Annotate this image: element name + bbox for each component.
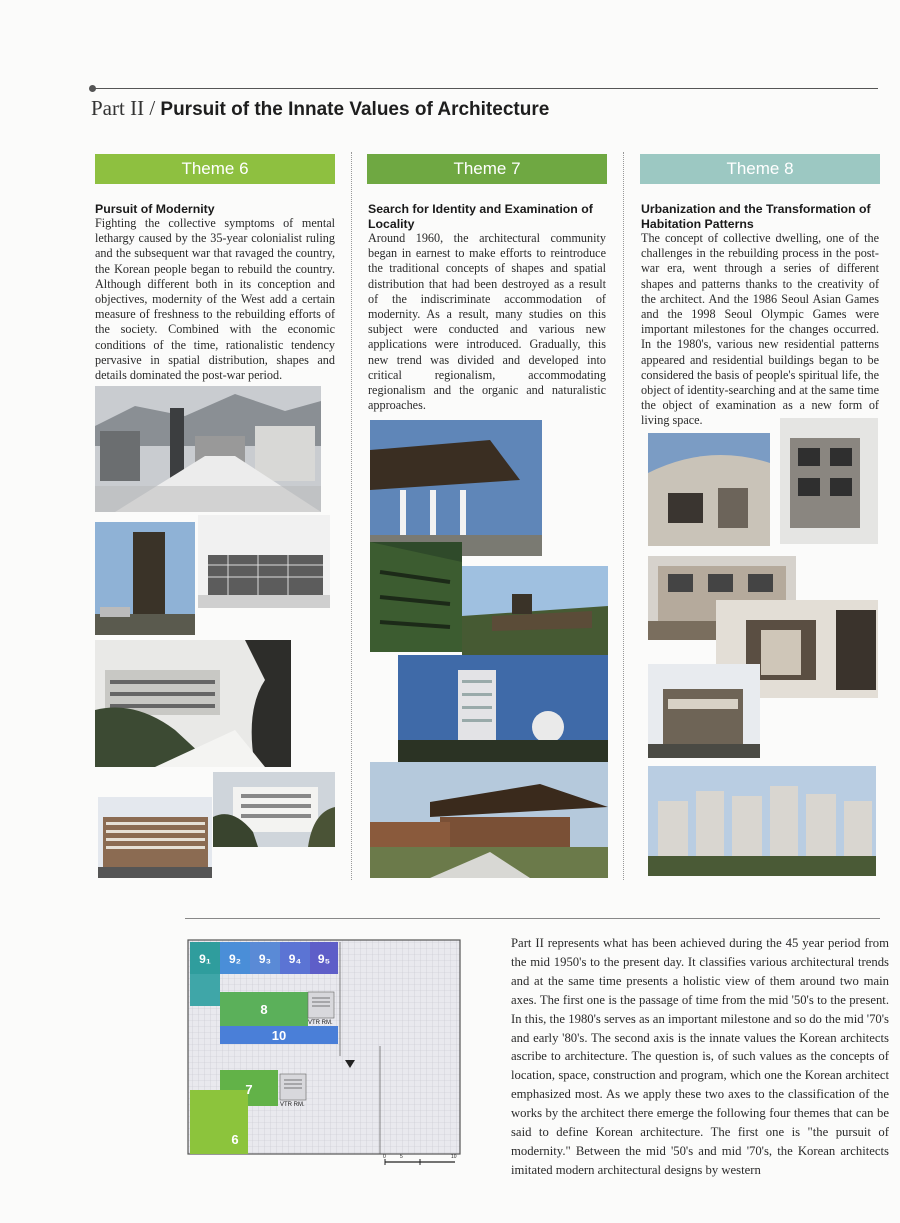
room-label: 10	[271, 1028, 287, 1043]
column-divider	[623, 152, 624, 880]
photo-curved-house	[648, 433, 770, 546]
room-label: 9₅	[317, 952, 331, 966]
vtr-room-label: VTR RM.	[280, 1102, 305, 1108]
theme-6-heading: Pursuit of Modernity	[95, 202, 215, 216]
theme-8-body: The concept of collective dwelling, one of the challenges in the rebuilding process in the post-war era, went through a series of different shapes and patterns thanks to the creativity of the architect. And the 1986 Seoul Asian Games and the 1998 Seoul Olympic Games were important milestones for the changes occurred. In the 1980's, various new residential patterns appeared and residential buildings began to be considered the basis of people's spiritual life, the object of identity-searching and at the same time the object of examination as a new form of living space.	[641, 231, 879, 428]
page-title	[91, 96, 549, 121]
scale-label: 5	[400, 1154, 403, 1160]
photo-museum	[370, 762, 608, 878]
theme-8-heading: Urbanization and the Transformation of Habitation Patterns	[641, 202, 871, 231]
photo-white-building	[213, 772, 335, 847]
theme-7-heading: Search for Identity and Examination of Locality	[368, 202, 593, 231]
photo-hillside-building	[462, 566, 608, 659]
photo-city-street	[95, 386, 321, 512]
photo-tower	[95, 522, 195, 635]
scale-bar	[383, 1154, 457, 1165]
room-label: 9₄	[288, 952, 302, 966]
photo-apartment-complex	[648, 766, 876, 876]
room-label: 9₁	[199, 952, 211, 966]
section-rule	[185, 918, 880, 919]
part-title: Pursuit of the Innate Values of Architecture	[160, 99, 550, 120]
top-rule-dot	[89, 85, 96, 92]
scale-label: 10	[451, 1154, 457, 1160]
scale-label: 0	[383, 1154, 386, 1160]
photo-ivy-wall	[370, 542, 462, 652]
theme-6-body: Fighting the collective symptoms of mental lethargy caused by the 35-year colonialist ruling and the subsequent war that ravaged the country, the Korean people began to rebuild the country. Although different both in its conception and objectives, modernity of the West add a certain measure of freshness to the rebuilding efforts of the society. Combined with the economic conditions of the time, rationalistic tendency pervasive in spatial distribution, shapes and details dominated the post-war period.	[95, 216, 335, 383]
photo-glass-building	[198, 515, 330, 608]
photo-campus-building	[95, 640, 291, 767]
vtr-room-label: VTR RM.	[308, 1020, 333, 1026]
part-label: Part II /	[91, 96, 156, 120]
theme-8-banner: Theme 8	[640, 154, 880, 184]
intro-text: Part II represents what has been achieved during the 45 year period from the mid 1950's to the present day. It classifies various architectural trends and at the same time presents a holistic view of them around two main axes. The first one is the passage of time from the mid '50's to the present. In this, the 1980's serves as an important milestone and so do the mid '70's and early '80's. The second axis is the innate values the Korean architects ascribe to architecture. The question is, of such values as the concepts of location, space, construction and program, which one the Korean architect emphasized most. As we apply these two axes to the classification of the works by the architect there emerge the following four themes that can be said to define Korean architecture. The first one is "the pursuit of modernity." Between the mid '50's and mid '70's, the Korean architects imitated modern architectural designs by western	[511, 936, 889, 1177]
room-label: 7	[245, 1082, 253, 1097]
room-label: 6	[231, 1132, 239, 1147]
photo-tower-complex	[398, 655, 608, 763]
room-label: 9₃	[258, 952, 272, 966]
room-label: 9₂	[228, 952, 242, 966]
column-divider	[351, 152, 352, 880]
theme-7-banner: Theme 7	[367, 154, 607, 184]
room-label: 8	[260, 1002, 268, 1017]
photo-office-block	[98, 797, 212, 878]
floor-plan	[180, 936, 462, 1166]
top-rule	[92, 88, 878, 89]
room-6	[190, 1090, 248, 1154]
photo-modern-residence	[648, 664, 760, 758]
photo-townhouse	[780, 418, 878, 544]
photo-pavilion	[370, 420, 542, 556]
theme-6-banner: Theme 6	[95, 154, 335, 184]
theme-7-body: Around 1960, the architectural community began in earnest to make efforts to reintroduce the traditional concepts of shapes and spatial distribution that had been destroyed as a result of the indiscriminate accommodation of modernity. As a result, many studies on this subject were conducted and various new applications were introduced. Gradually, this new trend was divided and developed into critical regionalism, accommodating regionalism and the organic and naturalistic approaches.	[368, 231, 606, 413]
